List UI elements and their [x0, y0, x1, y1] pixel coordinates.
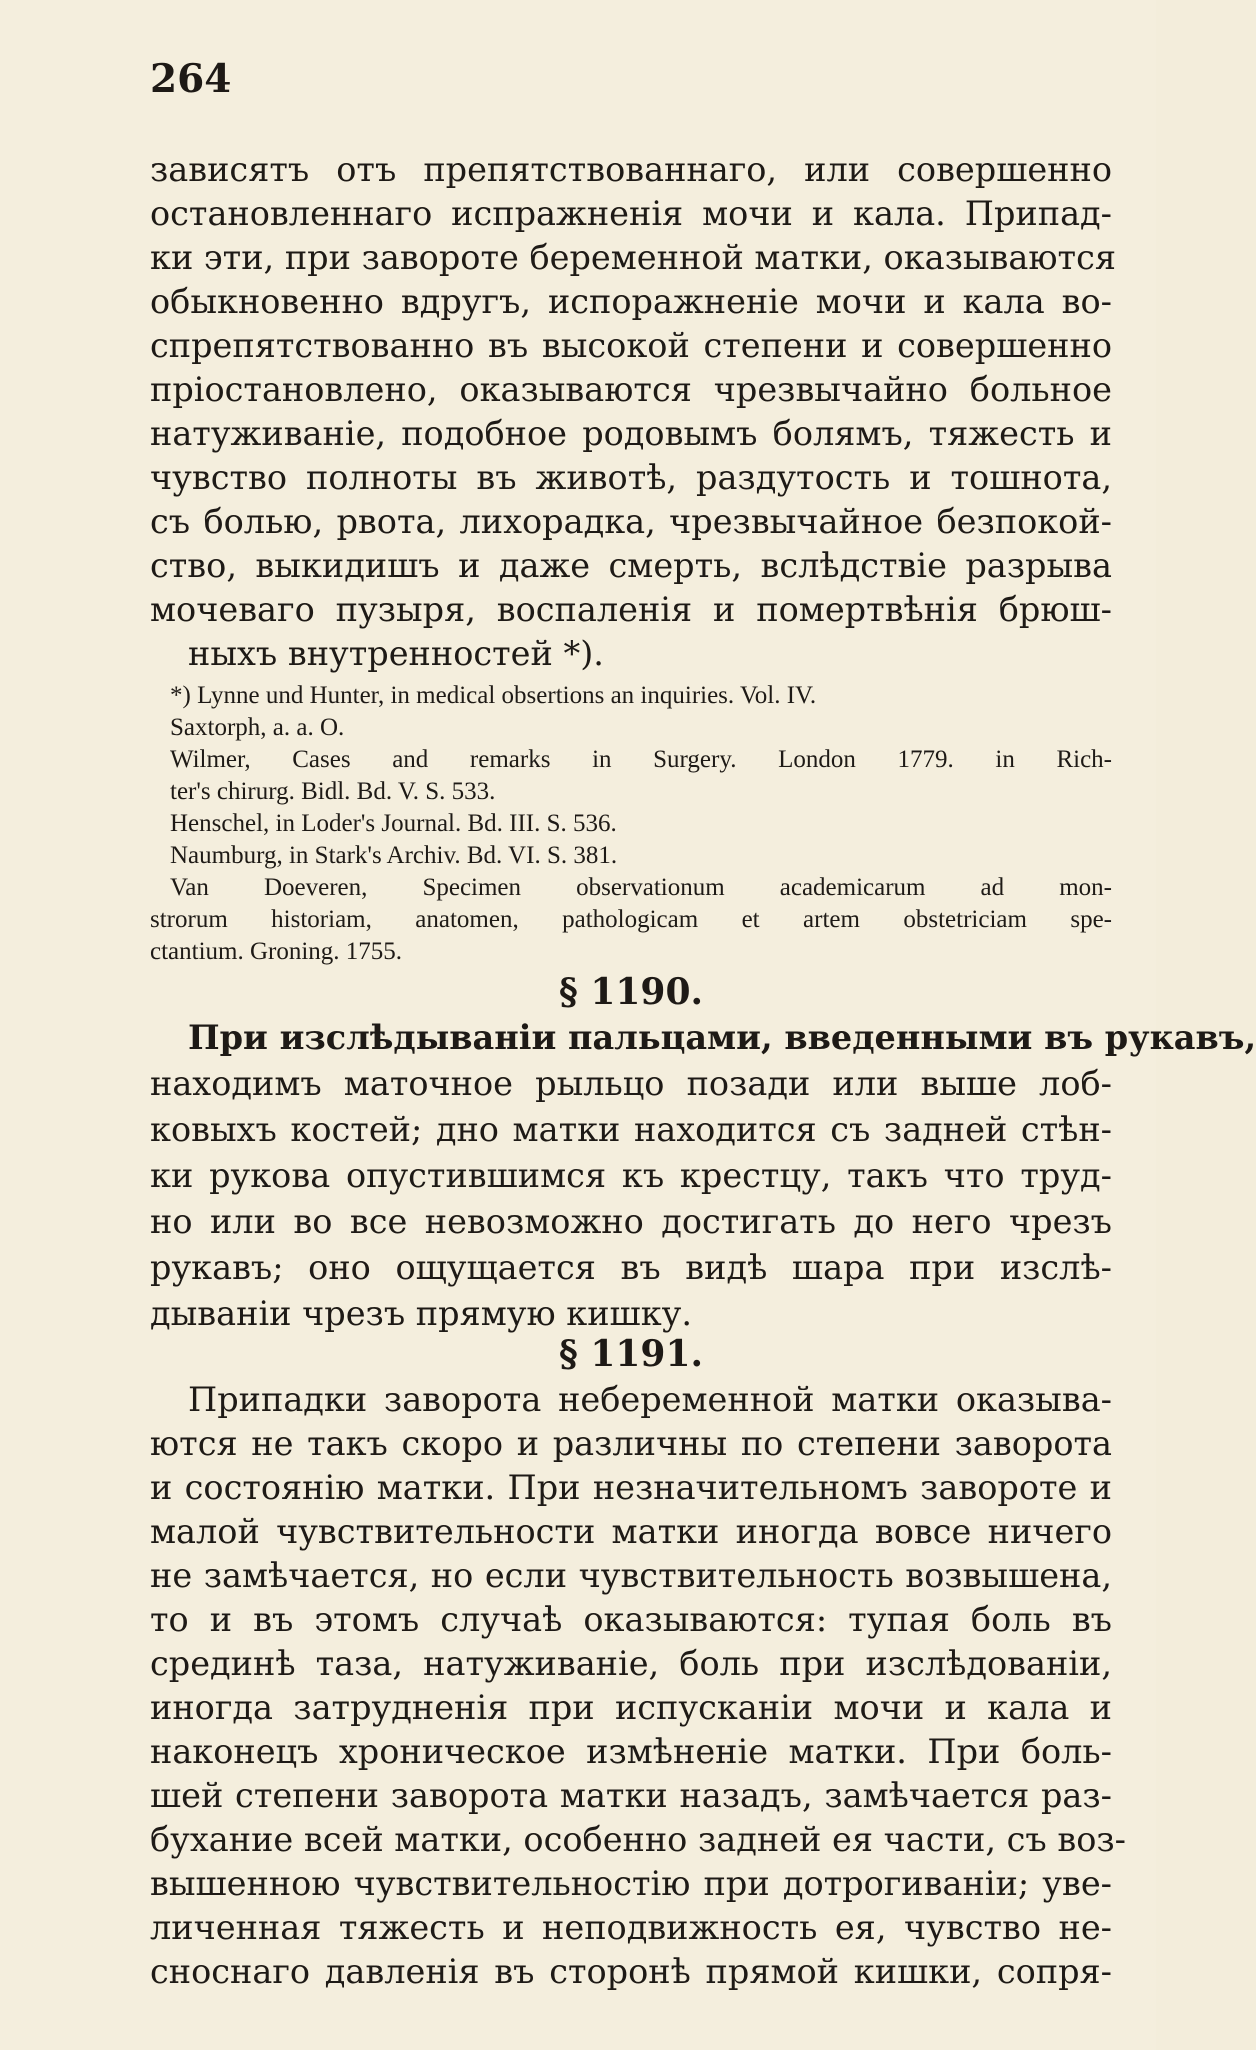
text-line: находимъ маточное рыльцо позади или выше лоб-: [150, 1064, 1112, 1103]
text-line: ство, выкидишъ и даже смерть, вслѣдствіе разрыва: [150, 546, 1112, 585]
text-line: обыкновенно вдругъ, испоражненіе мочи и кала во-: [150, 282, 1112, 321]
text-line: ки эти, при завороте беременной матки, оказываются: [150, 238, 1116, 277]
footnote-line: Naumburg, in Stark's Archiv. Bd. VI. S. 381.: [170, 842, 618, 869]
text-line: мочеваго пузыря, воспаленія и помертвѣнія брюш-: [150, 590, 1112, 629]
text-line: ются не такъ скоро и различны по степени заворота: [150, 1424, 1112, 1463]
footnote-line: Saxtorph, a. a. O.: [170, 714, 345, 741]
text-line: сноснаго давленія въ сторонѣ прямой кишки, сопря-: [150, 1952, 1112, 1991]
footnote-line: *) Lynne und Hunter, in medical obsertions an inquiries. Vol. IV.: [170, 682, 817, 709]
text-line: не замѣчается, но если чувствительность возвышена,: [150, 1556, 1112, 1595]
footnote-line: strorum historiam, anatomen, pathologicam et artem obstetriciam spe-: [150, 906, 1112, 933]
text-line: наконецъ хроническое измѣненіе матки. При боль-: [150, 1732, 1112, 1771]
text-line: ныхъ внутренностей *).: [188, 634, 604, 673]
text-line: чувство полноты въ животѣ, раздутость и тошнота,: [150, 458, 1112, 497]
text-line: ки рукова опустившимся къ крестцу, такъ что труд-: [150, 1156, 1112, 1195]
text-line: При изслѣдываніи пальцами, введенными въ рукавъ,: [188, 1018, 1256, 1057]
text-line: рукавъ; оно ощущается въ видѣ шара при изслѣ-: [150, 1248, 1112, 1287]
section-heading-1191: § 1191.: [558, 1333, 704, 1375]
text-line: бухание всей матки, особенно задней ея части, съ воз-: [150, 1820, 1126, 1859]
footnote-line: Wilmer, Cases and remarks in Surgery. London 1779. in Rich-: [170, 746, 1112, 773]
footnote-line: ctantium. Groning. 1755.: [150, 938, 403, 965]
text-line: вышенною чувствительностію при дотрогиваніи; уве-: [150, 1864, 1112, 1903]
text-line: малой чувствительности матки иногда вовсе ничего: [150, 1512, 1112, 1551]
text-line: личенная тяжесть и неподвижность ея, чувство не-: [150, 1908, 1112, 1947]
text-line: ковыхъ костей; дно матки находится съ задней стѣн-: [150, 1110, 1112, 1149]
text-line: то и въ этомъ случаѣ оказываются: тупая боль въ: [150, 1600, 1112, 1639]
text-line: и состоянію матки. При незначительномъ завороте и: [150, 1468, 1112, 1507]
text-line: пріостановлено, оказываются чрезвычайно больное: [150, 370, 1112, 409]
text-line: натуживаніе, подобное родовымъ болямъ, тяжесть и: [150, 414, 1112, 453]
text-line: Припадки заворота небеременной матки оказыва-: [188, 1380, 1112, 1419]
footnote-line: Van Doeveren, Specimen observationum academicarum ad mon-: [170, 874, 1112, 901]
text-line: зависятъ отъ препятствованнаго, или совершенно: [150, 150, 1112, 189]
text-line: спрепятствованно въ высокой степени и совершенно: [150, 326, 1112, 365]
text-line: иногда затрудненія при испусканіи мочи и кала и: [150, 1688, 1112, 1727]
text-line: шей степени заворота матки назадъ, замѣчается раз-: [150, 1776, 1112, 1815]
section-heading-1190: § 1190.: [558, 971, 704, 1013]
text-line: дываніи чрезъ прямую кишку.: [150, 1294, 692, 1333]
text-line: срединѣ таза, натуживаніе, боль при изслѣдованіи,: [150, 1644, 1112, 1683]
footnote-line: Henschel, in Loder's Journal. Bd. III. S. 536.: [170, 810, 617, 837]
footnote-line: ter's chirurg. Bidl. Bd. V. S. 533.: [170, 778, 496, 805]
text-line: но или во все невозможно достигать до него чрезъ: [150, 1202, 1112, 1241]
text-line: съ болью, рвота, лихорадка, чрезвычайное безпокой-: [150, 502, 1112, 541]
text-line: остановленнаго испражненія мочи и кала. Припад-: [150, 194, 1112, 233]
page-number: 264: [150, 56, 232, 102]
